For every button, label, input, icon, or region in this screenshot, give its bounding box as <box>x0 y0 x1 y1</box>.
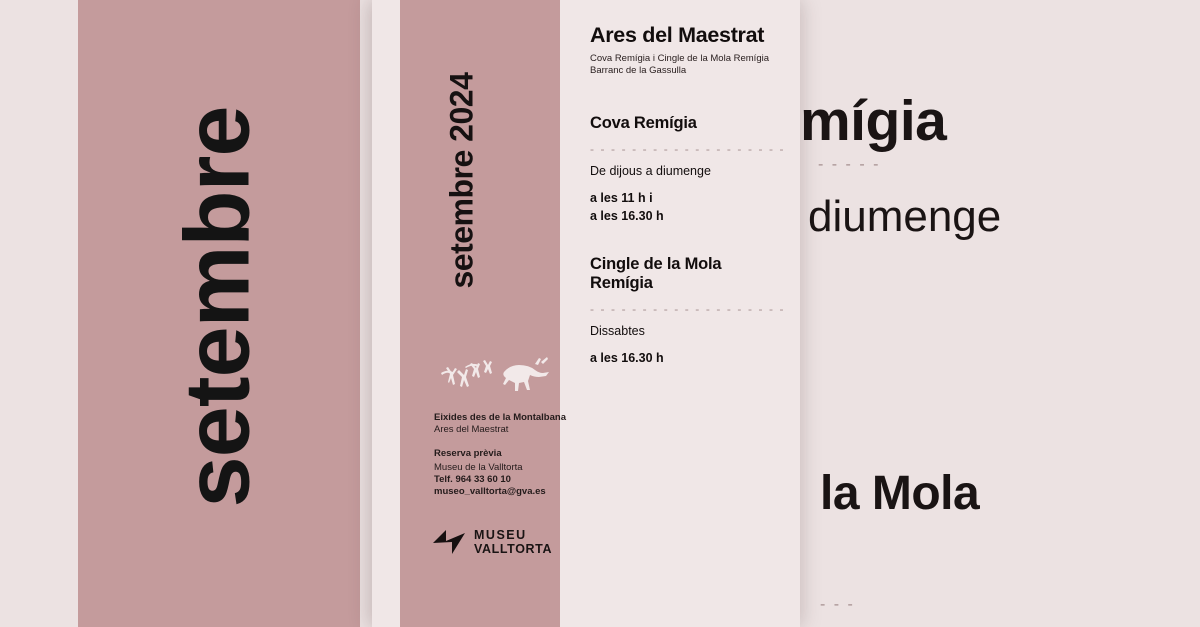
background-divider-dashes-top: - - - - - <box>818 156 881 173</box>
museum-logo-line1: MUSEU <box>474 528 527 542</box>
section-days-cova-remigia: De dijous a diumenge <box>590 163 711 178</box>
background-word-la-mola: la Mola <box>820 467 980 520</box>
section-days-cingle: Dissabtes <box>590 323 645 338</box>
reservation-label: Reserva prèvia <box>434 448 502 459</box>
museum-logo <box>432 528 552 557</box>
section-heading-cingle-mola-remigia: Cingle de la Mola Remígia <box>590 254 722 293</box>
museum-logo-mark-icon <box>432 529 466 555</box>
background-month-text: setembre <box>166 106 269 508</box>
section-cova-remigia <box>590 114 788 225</box>
background-word-diumenge: diumenge <box>808 192 1002 241</box>
section-divider-1: - - - - - - - - - - - - - - - - - - - <box>590 142 786 153</box>
flyer-subtitle <box>590 53 788 79</box>
museum-logo-text <box>474 528 552 557</box>
contact-museum: Museu de la Valltorta <box>434 462 523 473</box>
rock-art-illustration-icon <box>408 342 556 404</box>
flyer-content <box>590 24 788 397</box>
flyer-subtitle-line1: Cova Remígia i Cingle de la Mola Remígia <box>590 52 769 64</box>
hours-line-1: a les 11 h i <box>590 190 653 205</box>
section-heading-cova-remigia: Cova Remígia <box>590 114 697 133</box>
rock-art-caption-title: Eixides des de la Montalbana <box>434 412 566 423</box>
contact-block <box>434 462 546 498</box>
flyer-title: Ares del Maestrat <box>590 23 765 47</box>
hours-line-2: a les 16.30 h <box>590 208 664 223</box>
rock-art-caption-sub: Ares del Maestrat <box>434 424 509 436</box>
background-vertical-month <box>78 0 360 627</box>
flyer-card <box>372 0 800 627</box>
section-cingle-mola-remigia <box>590 255 788 367</box>
background-word-remigia: mígia <box>800 89 947 153</box>
rock-art-caption <box>434 412 566 436</box>
section-divider-2: - - - - - - - - - - - - - - - - - - - <box>590 302 786 313</box>
section-hours-cingle <box>590 349 788 367</box>
flyer-month-year: setembre 2024 <box>443 72 480 289</box>
background-divider-dashes-bottom: - - - <box>820 596 855 613</box>
hours-line-1: a les 16.30 h <box>590 350 664 365</box>
contact-phone: Telf. 964 33 60 10 <box>434 474 511 486</box>
flyer-subtitle-line2: Barranc de la Gassulla <box>590 65 687 77</box>
contact-email[interactable]: museo_valltorta@gva.es <box>434 486 546 498</box>
museum-logo-line2: VALLTORTA <box>474 542 553 557</box>
section-hours-cova-remigia <box>590 189 788 225</box>
